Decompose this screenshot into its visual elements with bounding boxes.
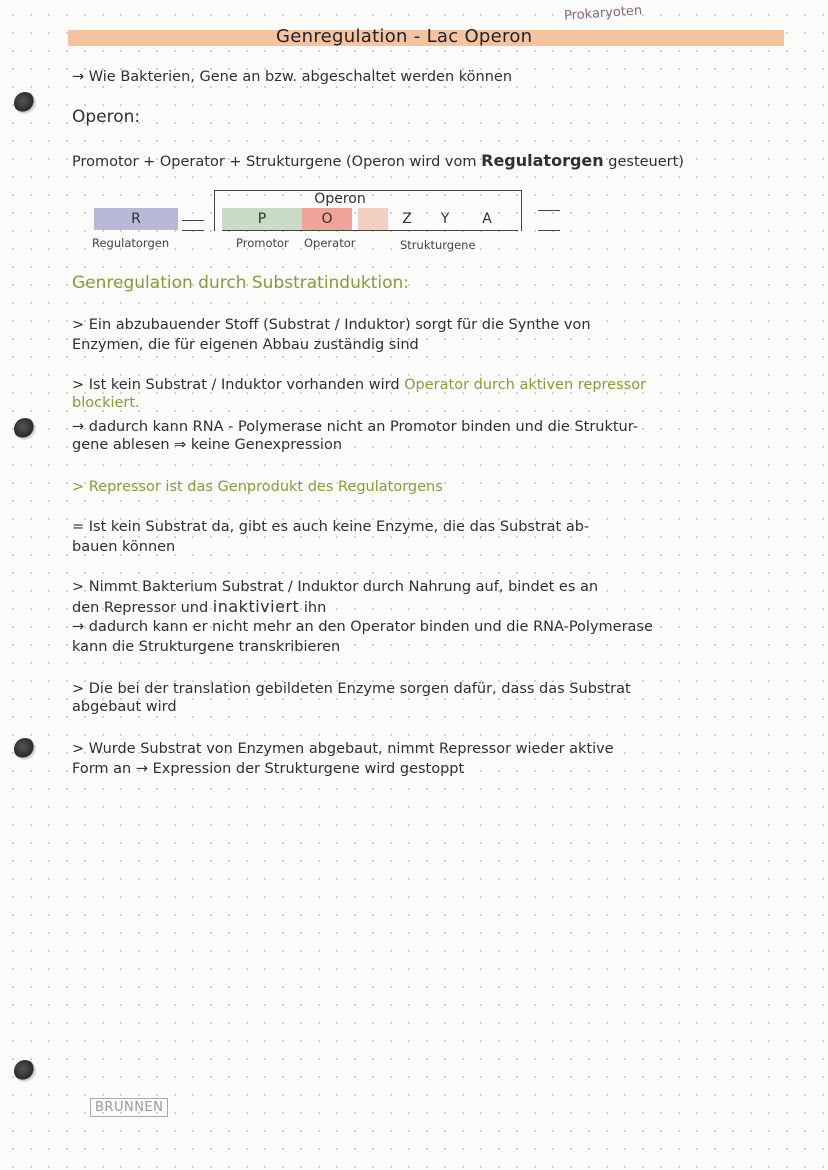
dna-line [538,210,560,211]
note-line: blockiert. [72,395,140,411]
note-line: → dadurch kann RNA - Polymerase nicht an Promotor binden und die Struktur- [72,419,639,435]
note-line: Enzymen, die für eigenen Abbau zuständig sind [72,337,419,353]
dna-line [182,230,204,231]
corner-note: Prokaryoten [563,3,643,24]
operon-heading: Operon: [72,107,141,127]
note-line: kann die Strukturgene transkribieren [72,639,341,655]
section-heading: Genregulation durch Substratinduktion: [72,273,410,293]
punch-hole [14,92,36,114]
note-line: > Die bei der translation gebildeten Enzyme sorgen dafür, dass das Substrat [72,681,631,697]
regulatorgen-term: Regulatorgen [481,151,604,170]
punch-hole [14,738,36,760]
note-emphasis: inaktiviert [212,597,300,616]
note-text: ihn [303,600,327,616]
note-line [72,376,802,394]
dna-line [222,230,518,231]
operon-definition [72,152,802,171]
note-highlight: Operator durch aktiven repressor [404,377,647,393]
punch-hole [14,418,36,440]
promotor-segment: P [222,208,302,230]
note-text: > Ist kein Substrat / Induktor vorhanden wird [72,377,400,393]
punch-hole [14,1060,36,1082]
operon-definition-end: gesteuert) [608,154,684,170]
note-line [72,598,802,617]
strukturgen-spacer [358,208,388,230]
promotor-label: Promotor [236,236,289,250]
gene-a: A [482,211,492,227]
note-line: > Nimmt Bakterium Substrat / Induktor durch Nahrung auf, bindet es an [72,579,599,595]
dna-line [182,220,204,221]
note-text: den Repressor und [72,600,209,616]
note-line: Form an → Expression der Strukturgene wird gestoppt [72,761,465,777]
operon-label: Operon [314,191,366,207]
note-line: > Wurde Substrat von Enzymen abgebaut, nimmt Repressor wieder aktive [72,741,614,757]
note-line: gene ablesen ⇒ keine Genexpression [72,437,343,453]
note-line: → dadurch kann er nicht mehr an den Operator binden und die RNA-Polymerase [72,619,653,635]
operator-segment: O [302,208,352,230]
note-line: bauen können [72,539,176,555]
strukturgene-label: Strukturgene [400,238,476,252]
note-line: abgebaut wird [72,699,177,715]
operon-definition-text: Promotor + Operator + Strukturgene (Operon wird vom [72,154,477,170]
note-line: = Ist kein Substrat da, gibt es auch keine Enzyme, die das Substrat ab- [72,519,590,535]
regulator-label: Regulatorgen [92,236,170,250]
dna-line [538,230,560,231]
note-line: > Ein abzubauender Stoff (Substrat / Induktor) sorgt für die Synthe von [72,317,591,333]
gene-y: Y [440,211,450,227]
regulator-gene: R [94,208,178,230]
operator-label: Operator [304,236,356,250]
page-title: Genregulation - Lac Operon [276,26,533,47]
intro-line: → Wie Bakterien, Gene an bzw. abgeschaltet werden können [72,69,513,85]
brand-logo: BRUNNEN [90,1098,168,1117]
note-line: > Repressor ist das Genprodukt des Regulatorgens [72,479,443,495]
gene-z: Z [402,211,412,227]
